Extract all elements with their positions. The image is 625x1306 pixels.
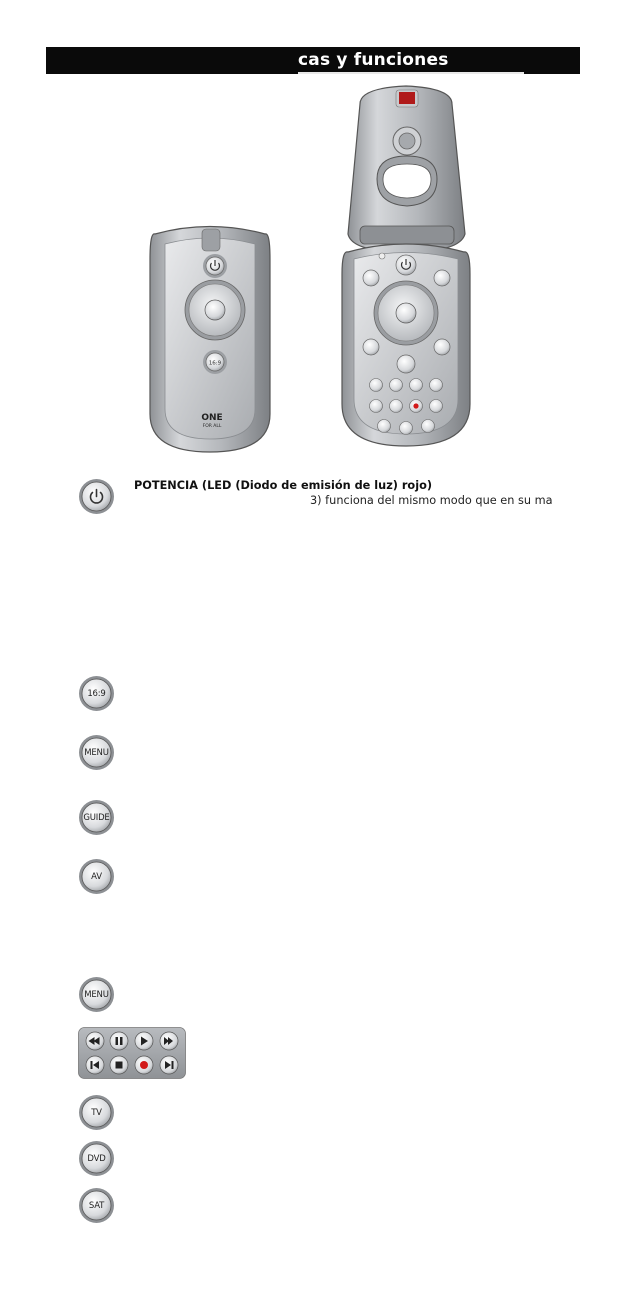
rewind-icon bbox=[86, 1032, 104, 1050]
remote-illustration bbox=[120, 84, 540, 464]
guide-button-label: GUIDE bbox=[83, 812, 110, 823]
pause-icon bbox=[110, 1032, 128, 1050]
svg-text:16:9: 16:9 bbox=[208, 360, 222, 367]
skip-back-icon bbox=[86, 1056, 104, 1074]
dvd-button-icon bbox=[78, 1140, 115, 1177]
brand-logo: ONE bbox=[201, 413, 223, 423]
guide-button-icon bbox=[78, 799, 115, 836]
dvd-button-label: DVD bbox=[87, 1153, 106, 1164]
power-button-icon bbox=[78, 478, 115, 515]
menu-button-2-icon bbox=[78, 976, 115, 1013]
menu-button-2-label: MENU bbox=[84, 989, 109, 1000]
tv-button-label: TV bbox=[91, 1107, 102, 1118]
play-icon bbox=[135, 1032, 153, 1050]
sat-button-label: SAT bbox=[88, 1200, 105, 1211]
section-title-underline bbox=[298, 72, 524, 74]
av-button-label: AV bbox=[91, 871, 102, 882]
av-button-icon bbox=[78, 858, 115, 895]
tv-button-icon bbox=[78, 1094, 115, 1131]
skip-forward-icon bbox=[160, 1056, 178, 1074]
power-title: POTENCIA (LED (Diodo de emisión de luz) rojo) bbox=[134, 479, 432, 492]
menu-button-icon bbox=[78, 734, 115, 771]
closed-remote bbox=[150, 227, 270, 453]
sat-button-icon bbox=[78, 1187, 115, 1224]
aspect-button-label: 16:9 bbox=[87, 688, 106, 699]
aspect-16-9-button-icon bbox=[78, 675, 115, 712]
open-remote bbox=[342, 86, 470, 446]
brand-logo-sub: FOR ALL bbox=[202, 424, 222, 429]
record-icon bbox=[135, 1056, 153, 1074]
power-description: 3) funciona del mismo modo que en su ma bbox=[310, 494, 553, 507]
fast-forward-icon bbox=[160, 1032, 178, 1050]
menu-button-label: MENU bbox=[84, 747, 109, 758]
transport-controls-icon bbox=[78, 1027, 186, 1079]
stop-icon bbox=[110, 1056, 128, 1074]
section-title: cas y funciones bbox=[298, 50, 449, 70]
